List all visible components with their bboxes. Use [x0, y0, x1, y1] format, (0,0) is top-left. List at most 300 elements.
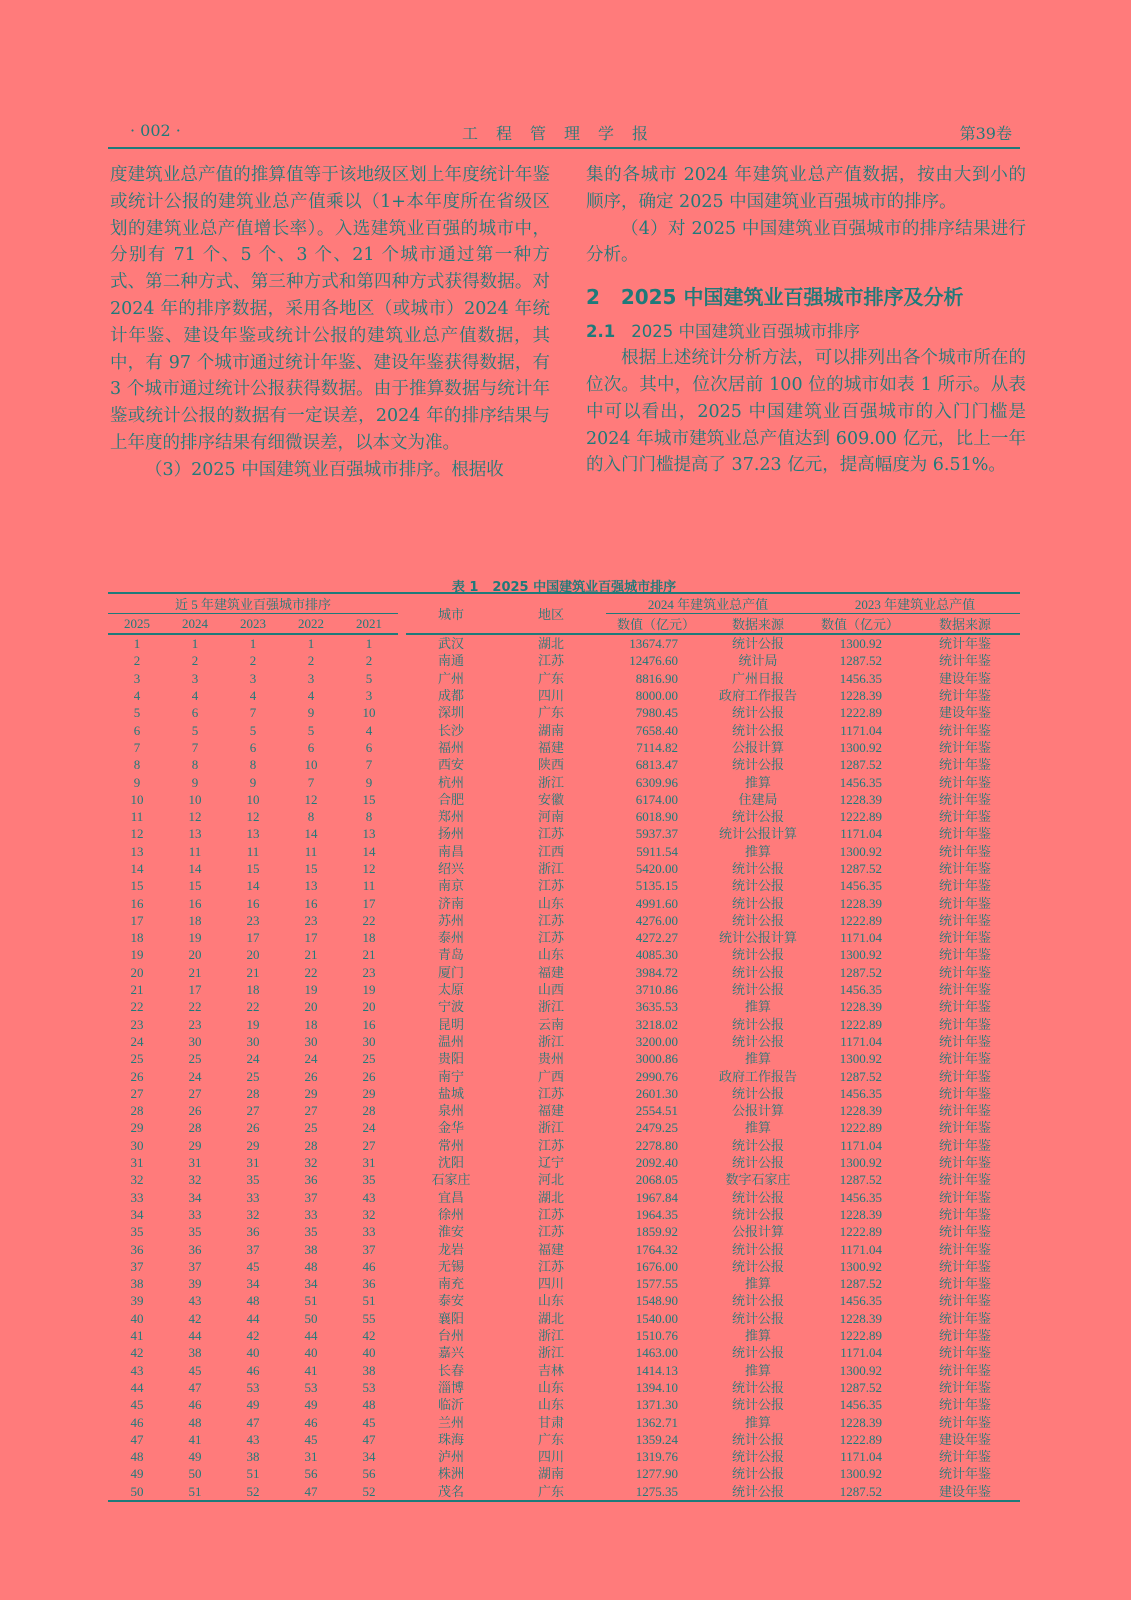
cell-rank-2025: 24: [130, 1033, 144, 1049]
cell-rank-2021: 9: [365, 774, 373, 790]
cell-rank-2024: 10: [188, 791, 202, 807]
cell-rank-2023: 21: [246, 964, 260, 980]
cell-rank-2021: 6: [365, 739, 373, 755]
cell-source-2024: 数字石家庄: [725, 1172, 791, 1188]
cell-rank-2024: 5: [191, 722, 199, 738]
cell-rank-2021: 36: [362, 1276, 376, 1292]
cell-rank-2023: 30: [246, 1033, 260, 1049]
table-row: [108, 877, 1020, 894]
cell-region: 广东: [537, 705, 564, 721]
cell-rank-2023: 8: [249, 757, 257, 773]
cell-rank-2023: 36: [246, 1224, 260, 1240]
table-row: [108, 1016, 1020, 1033]
cell-source-2023: 统计年鉴: [938, 1085, 991, 1101]
cell-region: 江苏: [537, 1224, 564, 1240]
cell-rank-2023: 28: [246, 1085, 260, 1101]
cell-value-2023: 1300.92: [839, 1362, 882, 1378]
cell-rank-2025: 5: [133, 705, 141, 721]
cell-region: 浙江: [537, 774, 564, 790]
cell-rank-2023: 3: [249, 670, 257, 686]
cell-value-2024: 1676.00: [635, 1258, 678, 1274]
cell-value-2023: 1287.52: [839, 964, 882, 980]
cell-value-2023: 1228.39: [839, 895, 882, 911]
cell-region: 江苏: [537, 912, 564, 928]
cell-rank-2023: 53: [246, 1379, 260, 1395]
cell-rank-2024: 44: [188, 1328, 202, 1344]
cell-source-2024: 统计公报: [731, 809, 784, 825]
cell-source-2024: 政府工作报告: [718, 688, 797, 704]
cell-rank-2025: 11: [130, 809, 144, 825]
cell-source-2024: 统计公报: [731, 1016, 784, 1032]
cell-rank-2021: 15: [362, 791, 376, 807]
table-row: [108, 843, 1020, 860]
paragraph: （4）对 2025 中国建筑业百强城市的排序结果进行分析。: [586, 218, 1026, 266]
cell-rank-2022: 34: [304, 1276, 318, 1292]
cell-gap: [398, 634, 406, 652]
cell-rank-2024: 26: [188, 1103, 202, 1119]
cell-rank-2025: 42: [130, 1345, 144, 1361]
cell-value-2024: 2554.51: [635, 1103, 678, 1119]
cell-region: 浙江: [537, 1345, 564, 1361]
cell-value-2024: 6018.90: [635, 809, 678, 825]
cell-gap: [398, 1223, 406, 1240]
cell-rank-2022: 24: [304, 1051, 318, 1067]
table-row: [108, 1085, 1020, 1102]
table-row: [108, 1050, 1020, 1067]
cell-rank-2022: 28: [304, 1137, 318, 1153]
cell-value-2023: 1456.35: [839, 1189, 882, 1205]
cell-value-2024: 2278.80: [635, 1137, 678, 1153]
table-row: [108, 1067, 1020, 1084]
cell-gap: [398, 1102, 406, 1119]
cell-city: 厦门: [437, 964, 464, 980]
cell-gap: [398, 808, 406, 825]
cell-rank-2024: 20: [188, 947, 202, 963]
cell-rank-2025: 2: [133, 653, 141, 669]
cell-rank-2022: 18: [304, 1016, 318, 1032]
cell-city: 温州: [437, 1033, 464, 1049]
cell-rank-2021: 11: [362, 878, 376, 894]
cell-rank-2023: 13: [246, 826, 260, 842]
cell-source-2024: 广州日报: [731, 670, 784, 686]
cell-city: 茂名: [406, 1483, 496, 1501]
cell-value-2024: 2092.40: [635, 1155, 678, 1171]
cell-value-2023: 1228.39: [839, 999, 882, 1015]
table-row: [108, 998, 1020, 1015]
cell-city: 嘉兴: [437, 1345, 464, 1361]
cell-region: 河北: [537, 1172, 564, 1188]
cell-rank-2021: 16: [362, 1016, 376, 1032]
cell-rank-2023: 19: [246, 1016, 260, 1032]
cell-value-2023: 1287.52: [839, 757, 882, 773]
cell-source-2024: 统计公报: [731, 636, 784, 652]
cell-rank-2022: 50: [304, 1310, 318, 1326]
cell-rank-2022: 13: [304, 878, 318, 894]
cell-source-2024: 统计公报: [731, 1449, 784, 1465]
section-title: 2025 中国建筑业百强城市排序及分析: [620, 285, 964, 310]
cell-rank-2023: 35: [246, 1172, 260, 1188]
cell-source-2023: 统计年鉴: [938, 774, 991, 790]
cell-rank-2024: 6: [191, 705, 199, 721]
cell-rank-2024: 43: [188, 1293, 202, 1309]
cell-source-2024: 推算: [744, 1362, 771, 1378]
cell-value-2023: 1300.92: [839, 739, 882, 755]
cell-rank-2025: 29: [130, 1120, 144, 1136]
cell-value-2024: 13674.77: [629, 636, 678, 652]
cell-rank-2022: 20: [304, 999, 318, 1015]
cell-value-2023: 1228.39: [839, 1103, 882, 1119]
cell-source-2024: 统计公报: [731, 1310, 784, 1326]
cell-city: 石家庄: [431, 1172, 471, 1188]
cell-city: 襄阳: [437, 1310, 464, 1326]
cell-value-2023: 1456.35: [839, 878, 882, 894]
cell-value-2023: 1228.39: [839, 1310, 882, 1326]
cell-rank-2021: 27: [362, 1137, 376, 1153]
cell-value-2024: 3710.86: [635, 982, 678, 998]
cell-city: 南京: [437, 878, 464, 894]
cell-source-2023: 统计年鉴: [938, 1293, 991, 1309]
cell-source-2023: 统计年鉴: [938, 999, 991, 1015]
cell-rank-2025: 19: [130, 947, 144, 963]
cell-rank-2025: 23: [130, 1016, 144, 1032]
cell-value-2024: 8000.00: [635, 688, 678, 704]
cell-region: 山东: [537, 947, 564, 963]
cell-value-2023: 1287.52: [839, 1068, 882, 1084]
cell-rank-2023: 47: [246, 1414, 260, 1430]
cell-rank-2022: 8: [307, 809, 315, 825]
cell-value-2024: 3635.53: [635, 999, 678, 1015]
cell-source-2023: 统计年鉴: [938, 982, 991, 998]
cell-rank-2023: 12: [246, 809, 260, 825]
cell-gap: [398, 1483, 406, 1501]
cell-value-2023: 1171.04: [840, 1449, 882, 1465]
cell-value-2024: 1371.30: [635, 1397, 678, 1413]
table-row: [108, 634, 1020, 652]
cell-rank-2025: 49: [130, 1466, 144, 1482]
cell-gap: [398, 1240, 406, 1257]
cell-rank-2022: 14: [304, 826, 318, 842]
subsection-title: 2025 中国建筑业百强城市排序: [631, 322, 860, 342]
cell-value-2024: 1859.92: [635, 1224, 678, 1240]
cell-rank-2022: 49: [304, 1397, 318, 1413]
cell-rank-2024: 51: [166, 1483, 224, 1501]
cell-rank-2022: 47: [282, 1483, 340, 1501]
table-row: [108, 894, 1020, 911]
cell-rank-2024: 47: [188, 1379, 202, 1395]
header-group-2024: 2024 年建筑业总产值: [606, 593, 810, 614]
cell-source-2023: 建设年鉴: [938, 705, 991, 721]
cell-rank-2023: 25: [246, 1068, 260, 1084]
cell-region: 浙江: [537, 999, 564, 1015]
cell-region: 广东: [496, 1483, 606, 1501]
paragraph: 集的各城市 2024 年建筑业总产值数据，按由大到小的顺序，确定 2025 中国建筑业百强城市的排序。: [586, 165, 1026, 212]
cell-rank-2025: 25: [130, 1051, 144, 1067]
cell-rank-2023: 26: [246, 1120, 260, 1136]
table-row: [108, 1413, 1020, 1430]
cell-source-2023: 统计年鉴: [938, 1068, 991, 1084]
cell-rank-2025: 26: [130, 1068, 144, 1084]
cell-gap: [398, 1344, 406, 1361]
cell-rank-2024: 25: [188, 1051, 202, 1067]
cell-rank-2023: 24: [246, 1051, 260, 1067]
cell-gap: [398, 1154, 406, 1171]
cell-source-2024: 统计局: [738, 653, 778, 669]
cell-gap: [398, 1465, 406, 1482]
cell-value-2024: 3000.86: [635, 1051, 678, 1067]
cell-rank-2024: 9: [191, 774, 199, 790]
cell-rank-2025: 9: [133, 774, 141, 790]
cell-rank-2022: 21: [304, 947, 318, 963]
cell-rank-2023: 1: [249, 636, 257, 652]
cell-source-2023: 统计年鉴: [938, 878, 991, 894]
cell-source-2024: 统计公报: [731, 757, 784, 773]
header-year: 2021: [340, 614, 398, 635]
cell-city: 南充: [437, 1276, 464, 1292]
header-value-2024: 数值（亿元）: [606, 614, 706, 635]
cell-rank-2021: 3: [365, 688, 373, 704]
cell-source-2024: 推算: [744, 1414, 771, 1430]
table-row: [108, 652, 1020, 669]
cell-gap: [398, 1379, 406, 1396]
cell-source-2024: 推算: [744, 1328, 771, 1344]
cell-city: 福州: [437, 739, 464, 755]
cell-rank-2023: 46: [246, 1362, 260, 1378]
cell-rank-2024: 36: [188, 1241, 202, 1257]
cell-rank-2025: 28: [130, 1103, 144, 1119]
header-source-2024: 数据来源: [706, 614, 810, 635]
cell-gap: [398, 756, 406, 773]
cell-rank-2025: 16: [130, 895, 144, 911]
cell-rank-2025: 3: [133, 670, 141, 686]
cell-rank-2022: 19: [304, 982, 318, 998]
cell-rank-2025: 12: [130, 826, 144, 842]
cell-region: 江苏: [537, 826, 564, 842]
cell-rank-2024: 45: [188, 1362, 202, 1378]
cell-rank-2021: 2: [365, 653, 373, 669]
cell-region: 安徽: [537, 791, 564, 807]
cell-value-2023: 1228.39: [839, 1414, 882, 1430]
cell-rank-2021: 10: [362, 705, 376, 721]
cell-rank-2021: 28: [362, 1103, 376, 1119]
cell-region: 江苏: [537, 930, 564, 946]
cell-rank-2021: 34: [362, 1449, 376, 1465]
cell-value-2024: 4272.27: [635, 930, 678, 946]
cell-rank-2024: 22: [188, 999, 202, 1015]
cell-rank-2022: 15: [304, 861, 318, 876]
cell-rank-2024: 13: [188, 826, 202, 842]
cell-region: 陕西: [537, 757, 564, 773]
table-title: 2025 中国建筑业百强城市排序: [492, 580, 677, 595]
cell-source-2024: 推算: [744, 1051, 771, 1067]
cell-value-2023: 1300.92: [839, 843, 882, 859]
cell-value-2023: 1171.04: [840, 722, 882, 738]
cell-gap: [398, 1119, 406, 1136]
cell-value-2023: 1287.52: [839, 861, 882, 876]
section-heading-2: [586, 283, 1026, 311]
cell-source-2024: 推算: [744, 1276, 771, 1292]
cell-rank-2022: 1: [307, 636, 315, 652]
cell-region: 福建: [537, 1241, 564, 1257]
cell-region: 福建: [537, 1103, 564, 1119]
cell-city: 淄博: [437, 1379, 464, 1395]
cell-source-2024: 推算: [744, 774, 771, 790]
cell-source-2023: 统计年鉴: [938, 826, 991, 842]
cell-rank-2021: 17: [362, 895, 376, 911]
cell-rank-2021: 25: [362, 1051, 376, 1067]
cell-value-2023: 1171.04: [840, 930, 882, 946]
cell-source-2024: 统计公报: [731, 1033, 784, 1049]
cell-rank-2022: 16: [304, 895, 318, 911]
cell-rank-2021: 42: [362, 1328, 376, 1344]
cell-city: 无锡: [437, 1258, 464, 1274]
cell-value-2023: 1222.89: [839, 1224, 882, 1240]
cell-source-2024: 统计公报: [731, 1189, 784, 1205]
table-row: [108, 687, 1020, 704]
table-row: [108, 1483, 1020, 1501]
cell-gap: [398, 1050, 406, 1067]
cell-source-2023: 统计年鉴: [938, 1051, 991, 1067]
cell-rank-2025: 41: [130, 1328, 144, 1344]
cell-region: 江苏: [537, 1258, 564, 1274]
cell-source-2024: 统计公报: [731, 1241, 784, 1257]
cell-source-2023: 统计年鉴: [938, 636, 991, 652]
cell-rank-2024: 1: [191, 636, 199, 652]
cell-rank-2025: 47: [130, 1431, 144, 1447]
cell-region: 江苏: [537, 1085, 564, 1101]
cell-rank-2022: 26: [304, 1068, 318, 1084]
cell-source-2024: 统计公报: [731, 1258, 784, 1274]
table-row: [108, 773, 1020, 790]
cell-city: 贵阳: [437, 1051, 464, 1067]
journal-title: 工程管理学报: [461, 124, 666, 143]
cell-region: 广东: [537, 1431, 564, 1447]
cell-source-2024: 统计公报: [731, 895, 784, 911]
cell-rank-2022: 41: [304, 1362, 318, 1378]
cell-source-2024: 统计公报: [731, 964, 784, 980]
cell-city: 淮安: [437, 1224, 464, 1240]
cell-rank-2023: 49: [246, 1397, 260, 1413]
cell-gap: [398, 1448, 406, 1465]
cell-source-2024: 推算: [744, 843, 771, 859]
cell-city: 长春: [437, 1362, 464, 1378]
cell-source-2024: 公报计算: [731, 1103, 784, 1119]
cell-value-2023: 1456.35: [839, 1397, 882, 1413]
cell-rank-2024: 17: [188, 982, 202, 998]
table-row: [108, 964, 1020, 981]
cell-city: 株洲: [437, 1466, 464, 1482]
cell-rank-2021: 19: [362, 982, 376, 998]
cell-gap: [398, 1033, 406, 1050]
cell-source-2023: 统计年鉴: [938, 1033, 991, 1049]
cell-value-2023: 1222.89: [839, 1431, 882, 1447]
cell-rank-2023: 33: [246, 1189, 260, 1205]
header-year: 2025: [108, 614, 166, 635]
cell-rank-2025: 44: [130, 1379, 144, 1395]
cell-rank-2021: 29: [362, 1085, 376, 1101]
cell-rank-2024: 15: [188, 878, 202, 894]
cell-rank-2021: 22: [362, 912, 376, 928]
cell-value-2023: 1222.89: [839, 1328, 882, 1344]
cell-rank-2023: 6: [249, 739, 257, 755]
running-header: [108, 117, 1020, 149]
cell-rank-2021: 45: [362, 1414, 376, 1430]
table-row: [108, 1396, 1020, 1413]
cell-source-2024: 推算: [744, 999, 771, 1015]
cell-rank-2023: 45: [246, 1258, 260, 1274]
cell-value-2024: 1319.76: [635, 1449, 678, 1465]
cell-value-2024: 7114.82: [636, 739, 678, 755]
cell-gap: [398, 687, 406, 704]
cell-rank-2025: 21: [130, 982, 144, 998]
cell-value-2023: 1171.04: [840, 1033, 882, 1049]
cell-region: 山东: [537, 895, 564, 911]
cell-rank-2023: 7: [249, 705, 257, 721]
cell-region: 贵州: [537, 1051, 564, 1067]
cell-rank-2023: 27: [246, 1103, 260, 1119]
cell-city: 扬州: [437, 826, 464, 842]
cell-value-2024: 1394.10: [635, 1379, 678, 1395]
cell-rank-2023: 14: [246, 878, 260, 894]
cell-rank-2025: 37: [130, 1258, 144, 1274]
cell-source-2024: 统计公报: [731, 982, 784, 998]
cell-source-2023: 统计年鉴: [938, 895, 991, 911]
cell-gap: [398, 652, 406, 669]
table-row: [108, 1033, 1020, 1050]
cell-city: 南昌: [437, 843, 464, 859]
cell-rank-2024: 34: [188, 1189, 202, 1205]
cell-value-2023: 1456.35: [839, 670, 882, 686]
cell-value-2023: 1300.92: [839, 1258, 882, 1274]
cell-rank-2021: 52: [340, 1483, 398, 1501]
cell-gap: [398, 1085, 406, 1102]
cell-rank-2024: 7: [191, 739, 199, 755]
cell-city: 杭州: [437, 774, 464, 790]
cell-value-2024: 1359.24: [635, 1431, 678, 1447]
cell-rank-2022: 38: [304, 1241, 318, 1257]
cell-value-2023: 1456.35: [839, 1293, 882, 1309]
cell-rank-2024: 30: [188, 1033, 202, 1049]
cell-rank-2023: 38: [246, 1449, 260, 1465]
cell-gap: [398, 1413, 406, 1430]
cell-region: 浙江: [537, 1328, 564, 1344]
cell-rank-2022: 23: [304, 912, 318, 928]
cell-value-2024: 5135.15: [635, 878, 678, 894]
cell-rank-2024: 29: [188, 1137, 202, 1153]
table-row: [108, 791, 1020, 808]
cell-value-2024: 1548.90: [635, 1293, 678, 1309]
cell-value-2024: 1463.00: [635, 1345, 678, 1361]
cell-source-2023: 建设年鉴: [938, 1431, 991, 1447]
cell-source-2024: 统计公报: [706, 1483, 810, 1501]
cell-rank-2024: 28: [188, 1120, 202, 1136]
cell-region: 河南: [537, 809, 564, 825]
cell-source-2024: 公报计算: [731, 1224, 784, 1240]
cell-city: 长沙: [437, 722, 464, 738]
table-row: [108, 1240, 1020, 1257]
cell-region: 甘肃: [537, 1414, 564, 1430]
cell-source-2023: 统计年鉴: [938, 791, 991, 807]
cell-source-2024: 统计公报: [731, 947, 784, 963]
cell-value-2023: 1287.52: [839, 1379, 882, 1395]
cell-rank-2023: 40: [246, 1345, 260, 1361]
table-row: [108, 1137, 1020, 1154]
cell-rank-2021: 20: [362, 999, 376, 1015]
table-row: [108, 1465, 1020, 1482]
cell-rank-2022: 12: [304, 791, 318, 807]
cell-rank-2024: 49: [188, 1449, 202, 1465]
table-row: [108, 670, 1020, 687]
header-group-2023: 2023 年建筑业总产值: [810, 593, 1020, 614]
